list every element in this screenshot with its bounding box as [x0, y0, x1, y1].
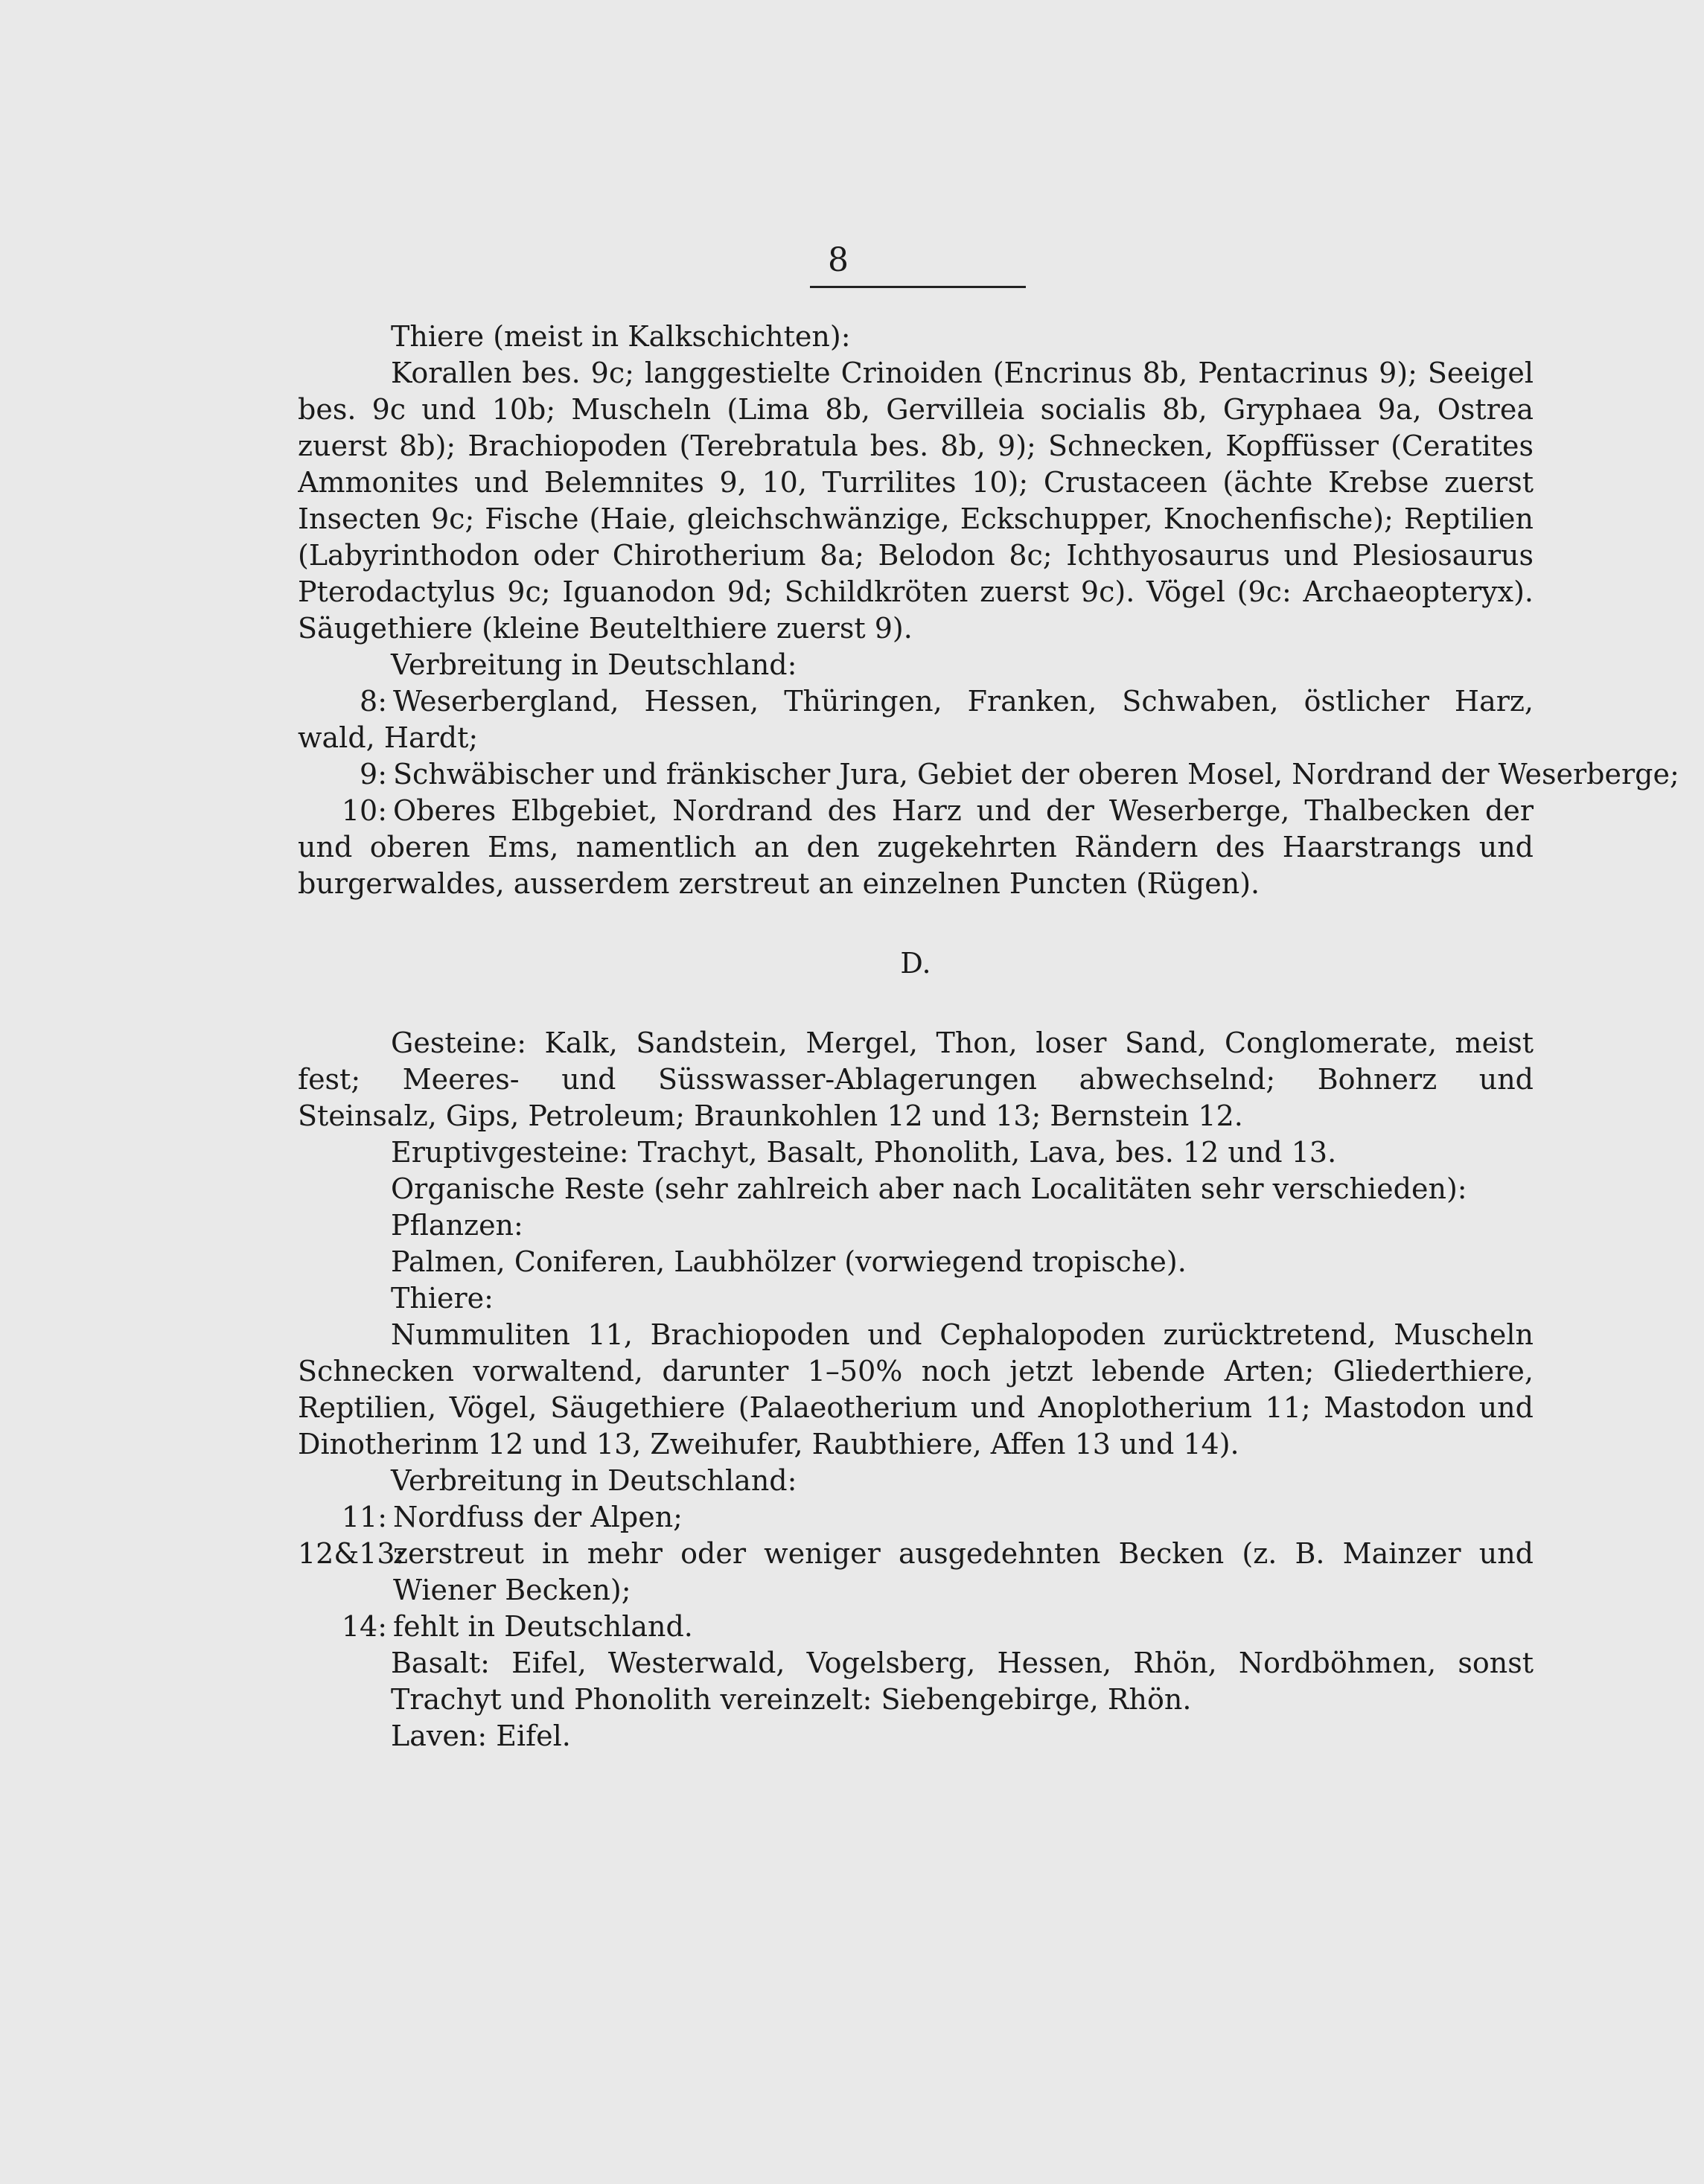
distribution-text: Nordfuss der Alpen;	[393, 1501, 683, 1533]
animals-line: (Labyrinthodon oder Chirotherium 8a; Belodon 8c; Ichthyosaurus und Plesiosaurus	[298, 539, 1534, 572]
distribution-text: Oberes Elbgebiet, Nordrand des Harz und der Weserberge, Thalbecken der	[393, 794, 1534, 827]
pflanzen-heading: Pflanzen:	[391, 1209, 523, 1242]
basalt-line: Basalt: Eifel, Westerwald, Vogelsberg, Hessen, Rhön, Nordböhmen, sonst	[391, 1647, 1534, 1679]
distribution-entry	[298, 1536, 1534, 1572]
section-heading: D.	[900, 947, 931, 980]
distribution-text: Weserbergland, Hessen, Thüringen, Franken, Schwaben, östlicher Harz,	[393, 685, 1534, 718]
thiere-line: Nummuliten 11, Brachiopoden und Cephalopoden zurücktretend, Muscheln	[391, 1318, 1534, 1351]
page-text	[298, 319, 1679, 1754]
header-rule	[810, 286, 1026, 288]
distribution-text: burgerwaldes, ausserdem zerstreut an einzelnen Puncten (Rügen).	[298, 867, 1260, 900]
animals-line: Korallen bes. 9c; langgestielte Crinoiden (Encrinus 8b, Pentacrinus 9); Seeigel	[391, 357, 1534, 389]
distribution-entry	[298, 1499, 1534, 1536]
animals-line: bes. 9c und 10b; Muscheln (Lima 8b, Gervilleia socialis 8b, Gryphaea 9a, Ostrea	[298, 393, 1534, 426]
animals-line: Pterodactylus 9c; Iguanodon 9d; Schildkröten zuerst 9c). Vögel (9c: Archaeopteryx).	[298, 575, 1534, 608]
distribution-number: 14:	[341, 1610, 387, 1643]
animals-line: zuerst 8b); Brachiopoden (Terebratula bes. 8b, 9); Schnecken, Kopffüsser (Ceratites	[298, 430, 1534, 462]
gesteine-line: Gesteine: Kalk, Sandstein, Mergel, Thon, loser Sand, Conglomerate, meist	[391, 1026, 1534, 1059]
gesteine-line: fest; Meeres- und Süsswasser-Ablagerungen abwechselnd; Bohnerz und	[298, 1063, 1534, 1096]
animals-line: Ammonites und Belemnites 9, 10, Turrilites 10); Crustaceen (ächte Krebse zuerst	[298, 466, 1534, 499]
gesteine-line: Steinsalz, Gips, Petroleum; Braunkohlen 12 und 13; Bernstein 12.	[298, 1099, 1243, 1132]
trachyt-line: Trachyt und Phonolith vereinzelt: Siebengebirge, Rhön.	[391, 1683, 1192, 1716]
thiere-line: Dinotherinm 12 und 13, Zweihufer, Raubthiere, Affen 13 und 14).	[298, 1428, 1239, 1460]
verbreitung-heading: Verbreitung in Deutschland:	[391, 648, 797, 681]
thiere-line: Schnecken vorwaltend, darunter 1–50% noch jetzt lebende Arten; Gliederthiere,	[298, 1355, 1534, 1388]
distribution-number: 9:	[360, 758, 387, 791]
pflanzen-line: Palmen, Coniferen, Laubhölzer (vorwiegend tropische).	[391, 1245, 1187, 1278]
distribution-text: wald, Hardt;	[298, 721, 479, 754]
page-number: 8	[828, 241, 849, 279]
distribution-entry	[298, 793, 1534, 829]
distribution-number: 12&13:	[298, 1537, 405, 1570]
distribution-number: 11:	[341, 1501, 387, 1533]
laven-line: Laven: Eifel.	[391, 1720, 571, 1752]
eruptiv-line: Eruptivgesteine: Trachyt, Basalt, Phonolith, Lava, bes. 12 und 13.	[391, 1136, 1337, 1169]
distribution-entry	[298, 756, 1679, 793]
distribution-text: und oberen Ems, namentlich an den zugekehrten Rändern des Haarstrangs und	[298, 831, 1534, 863]
distribution-entry	[298, 683, 1534, 720]
animals-line: Insecten 9c; Fische (Haie, gleichschwänzige, Eckschupper, Knochenfische); Reptilien	[298, 502, 1534, 535]
thiere-heading: Thiere (meist in Kalkschichten):	[391, 320, 851, 353]
thiere-heading: Thiere:	[391, 1282, 494, 1315]
distribution-number: 8:	[360, 685, 387, 718]
thiere-line: Reptilien, Vögel, Säugethiere (Palaeotherium und Anoplotherium 11; Mastodon und	[298, 1391, 1534, 1424]
organische-line: Organische Reste (sehr zahlreich aber nach Localitäten sehr verschieden):	[391, 1172, 1467, 1205]
distribution-text: zerstreut in mehr oder weniger ausgedehnten Becken (z. B. Mainzer und	[393, 1537, 1534, 1570]
distribution-entry	[298, 1609, 1534, 1645]
distribution-text: Schwäbischer und fränkischer Jura, Gebiet der oberen Mosel, Nordrand der Weserberge;	[393, 758, 1679, 791]
animals-line: Säugethiere (kleine Beutelthiere zuerst 9).	[298, 612, 913, 645]
distribution-text: fehlt in Deutschland.	[393, 1610, 693, 1643]
distribution-text: Wiener Becken);	[393, 1574, 631, 1606]
verbreitung-heading: Verbreitung in Deutschland:	[391, 1464, 797, 1497]
distribution-number: 10:	[341, 794, 387, 827]
